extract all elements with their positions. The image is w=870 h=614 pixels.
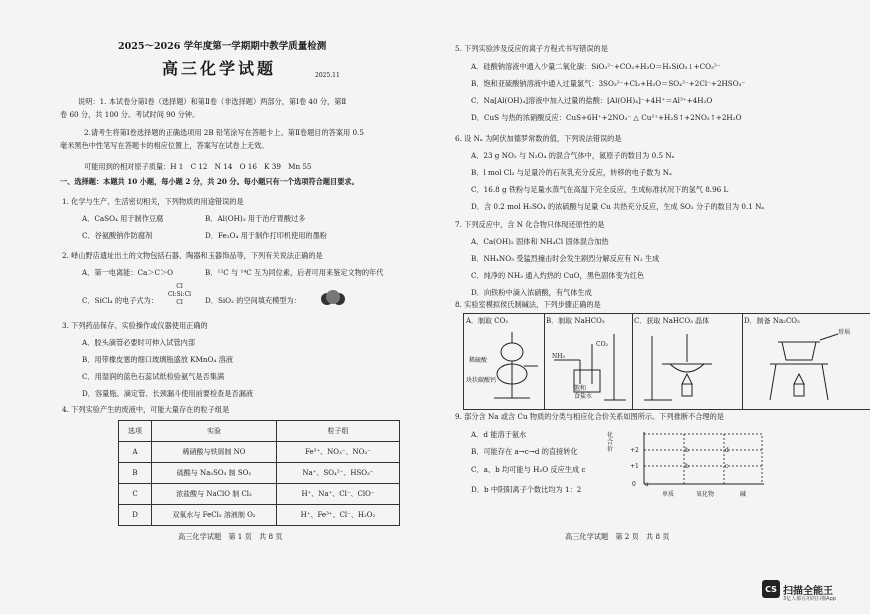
- table-cell: Fe³⁺、NO₃⁻、NO₂⁻: [277, 442, 400, 463]
- panel-c: [632, 314, 743, 409]
- table-cell: 浓盐酸与 NaClO 制 Cl₂: [152, 484, 277, 505]
- q1-option-b: B．Al(OH)₃ 用于治疗胃酸过多: [205, 214, 306, 223]
- q4-stem: 4. 下列实验产生的废液中，可能大量存在的粒子组是: [62, 405, 230, 414]
- q7-option-b: B．NH₄NO₃ 受猛烈撞击时会发生剧烈分解反应有 N₂ 生成: [471, 254, 660, 263]
- q6-option-b: B．l mol Cl₂ 与足量冷的石灰乳充分反应，转移的电子数为 Nₐ: [471, 168, 672, 177]
- sicl4-electron-formula: Cl Cl:Si:Cl Cl: [168, 283, 192, 306]
- panel-d: [742, 314, 870, 409]
- q6-option-d: D．含 0.2 mol H₂SO₄ 的浓硫酸与足量 Cu 共热充分反应，生成 SO₂ 分子的数目为 0.1 Nₐ: [471, 202, 765, 211]
- table-header: 实验: [152, 421, 277, 442]
- atomic-masses: 可能用到的相对原子质量：H 1 C 12 N 14 O 16 K 39 Mn 55: [84, 162, 312, 171]
- label-saturated: 饱和: [574, 385, 587, 392]
- q1-option-c: C．谷氨酸钠作防腐剂: [82, 231, 153, 240]
- q7-option-c: C．纯净的 NH₃ 通入灼热的 CuO，黑色固体变为红色: [471, 271, 645, 280]
- table-row: [119, 463, 400, 484]
- q4-table: [118, 420, 400, 526]
- exam-date: 2025.11: [315, 72, 340, 79]
- q9-option-d: D．b 中阴阳离子个数比均为 1：2: [471, 485, 582, 494]
- graph-xlabel: 单质: [662, 491, 675, 498]
- q8-stem: 8. 实验室模拟侯氏制碱法，下列步骤正确的是: [455, 300, 601, 309]
- q3-option-b: B．用带橡皮塞的细口玻璃瓶盛放 KMnO₄ 溶液: [82, 355, 233, 364]
- exam-title: 2025～2026 学年度第一学期期中教学质量检测: [118, 41, 327, 52]
- q5-option-d: D．CuS 与热的浓硝酸反应：CuS+6H⁺+2NO₃⁻ △ Cu²⁺+H₂S↑+2NO₂↑+2H₂O: [471, 113, 742, 122]
- graph-point-b: b: [685, 463, 689, 470]
- q2-option-c: C．SiCl₄ 的电子式为：: [82, 296, 158, 305]
- q2-option-d: D．SiO₂ 的空间填充模型为：: [205, 296, 301, 305]
- table-row: [119, 442, 400, 463]
- q6-option-c: C．16.8 g 铁粉与足量水蒸气在高温下完全反应，生成标准状况下的氢气 8.96 L: [471, 185, 729, 194]
- graph-point-a: a: [645, 481, 649, 488]
- panel-b-caption: B．制取 NaHCO₃: [546, 317, 605, 325]
- table-cell: H⁺、Fe³⁺、Cl⁻、H₂O₂: [277, 505, 400, 526]
- watermark-sub: 3亿人都在用的扫描App: [783, 596, 836, 602]
- graph-ytick: 0: [632, 481, 636, 488]
- label-crucible: 坩埚: [838, 329, 851, 336]
- instruction-3: 2.请考生将第Ⅰ卷选择题的正确选项用 2B 铅笔涂写在答题卡上。第Ⅱ卷题目的答案用 0.5: [84, 128, 364, 137]
- q9-option-a: A．d 能溶于氨水: [471, 430, 527, 439]
- label-nh3: NH₃: [552, 353, 565, 360]
- table-header: 粒子组: [277, 421, 400, 442]
- panel-d-caption: D．制备 Na₂CO₃: [744, 317, 800, 325]
- subject-title: 高三化学试题: [162, 59, 277, 78]
- q1-option-a: A．CaSO₄ 用于制作豆腐: [82, 214, 164, 223]
- graph-ylabel: 化合价: [607, 432, 614, 453]
- q2-stem: 2. 峄山野店遗址出土的文物包括石器、陶器和玉器饰品等，下列有关说法正确的是: [62, 251, 323, 260]
- table-cell: D: [119, 505, 152, 526]
- watermark-name: 扫描全能王: [783, 585, 833, 597]
- q9-stem: 9. 部分含 Na 或含 Cu 物质的分类与相应化合价关系如图所示。下列推断不合理的是: [455, 412, 724, 421]
- q3-option-a: A．胶头滴管必要时可伸入试管内部: [82, 338, 196, 347]
- panel-a-caption: A．制取 CO₂: [466, 317, 509, 325]
- q5-stem: 5. 下列实验涉及反应的离子方程式书写错误的是: [455, 44, 608, 53]
- camscanner-logo-icon: CS: [762, 580, 780, 598]
- sio2-space-filling-model: [320, 289, 346, 307]
- section-heading: 一、选择题：本题共 10 小题，每小题 2 分，共 20 分。每小题只有一个选项符合题目要求。: [60, 177, 359, 186]
- table-row: [119, 505, 400, 526]
- instruction-2: 卷 60 分，共 100 分。考试时间 90 分钟。: [60, 110, 200, 119]
- evaporation-drawing: [632, 314, 742, 409]
- table-header: 选项: [119, 421, 152, 442]
- page-footer-1: 高三化学试题 第 1 页 共 8 页: [178, 532, 283, 541]
- graph-ytick: +2: [630, 447, 639, 454]
- table-cell: A: [119, 442, 152, 463]
- graph-xlabel: 氧化物: [696, 491, 715, 498]
- scanner-watermark: [762, 580, 836, 602]
- q7-stem: 7. 下列反应中，含 N 化合物只体现还原性的是: [455, 220, 605, 229]
- table-header-row: [119, 421, 400, 442]
- q3-stem: 3. 下列药品保存、实验操作或仪器使用正确的: [62, 321, 208, 330]
- panel-b: [544, 314, 633, 409]
- table-cell: H⁺、Na⁺、Cl⁻、ClO⁻: [277, 484, 400, 505]
- page-footer-2: 高三化学试题 第 2 页 共 8 页: [565, 532, 670, 541]
- label-calcium-carbonate: 块状碳酸钙: [466, 377, 497, 384]
- instruction-1: 说明：1. 本试卷分第Ⅰ卷（选择题）和第Ⅱ卷（非选择题）两部分，第Ⅰ卷 40 分，第Ⅱ: [78, 97, 347, 106]
- q6-stem: 6. 设 Nₐ 为阿伏加德罗常数的值，下列说法错误的是: [455, 134, 622, 143]
- table-cell: Na⁺、SO₄²⁻、HSO₃⁻: [277, 463, 400, 484]
- table-cell: 双氧水与 FeCl₃ 溶液制 O₂: [152, 505, 277, 526]
- table-cell: 稀硝酸与铁屑制 NO: [152, 442, 277, 463]
- graph-point-d: d: [725, 447, 729, 454]
- table-cell: B: [119, 463, 152, 484]
- label-co2: CO₂: [596, 341, 608, 348]
- panel-a: [464, 314, 545, 409]
- table-row: [119, 484, 400, 505]
- q8-apparatus-panels: [463, 313, 870, 410]
- crucible-heating-drawing: [742, 314, 870, 409]
- q3-option-d: D．容量瓶、滴定管、长颈漏斗使用前要检查是否漏液: [82, 389, 254, 398]
- graph-point-b2: b: [685, 447, 689, 454]
- q5-option-b: B．饱和亚硫酸钠溶液中通入过量氯气：3SO₃²⁻+Cl₂+H₂O＝SO₄²⁻+2Cl⁻+2HSO₃⁻: [471, 79, 746, 88]
- graph-ytick: +1: [630, 463, 639, 470]
- q9-option-c: C．a、b 均可能与 H₂O 反应生成 c: [471, 465, 586, 474]
- q1-option-d: D．Fe₃O₄ 用于制作打印机使用的墨粉: [205, 231, 327, 240]
- page-2: [435, 0, 870, 614]
- table-cell: 硫酸与 Na₂SO₃ 制 SO₂: [152, 463, 277, 484]
- label-brine: 食盐水: [574, 393, 593, 400]
- graph-xlabel: 碱: [740, 491, 747, 498]
- q2-option-a: A．第一电离能：Ca＞C＞O: [82, 268, 174, 277]
- q6-option-a: A．23 g NO₂ 与 N₂O₄ 的混合气体中，氮原子的数目为 0.5 Nₐ: [471, 151, 675, 160]
- table-cell: C: [119, 484, 152, 505]
- q2-option-b: B．¹²C 与 ¹⁴C 互为同位素，后者可用来鉴定文物的年代: [205, 268, 384, 277]
- q3-option-c: C．用湿润的蓝色石蕊试纸检验氨气是否集满: [82, 372, 225, 381]
- q5-option-a: A．硅酸钠溶液中通入少量二氧化碳：SiO₃²⁻+CO₂+H₂O＝H₂SiO₃↓+CO₃²⁻: [471, 62, 721, 71]
- q1-stem: 1. 化学与生产、生活密切相关，下列物质的用途错误的是: [62, 197, 244, 206]
- instruction-4: 毫米黑色中性笔写在答题卡的相应位置上，答案写在试卷上无效。: [60, 141, 269, 150]
- q7-option-a: A．Ca(OH)₂ 固体和 NH₄Cl 固体混合加热: [471, 237, 609, 246]
- q5-option-c: C．Na[Al(OH)₄]溶液中加入过量的盐酸：[Al(OH)₄]⁻+4H⁺＝Al³⁺+4H₂O: [471, 96, 713, 105]
- panel-c-caption: C．获取 NaHCO₃ 晶体: [634, 317, 710, 325]
- q9-option-b: B．可能存在 a→c→d 的直接转化: [471, 447, 578, 456]
- label-dilute-sulfuric-acid: 稀硫酸: [469, 357, 488, 364]
- q7-option-d: D．向铁粉中滴入浓硝酸，有气体生成: [471, 288, 592, 297]
- graph-point-c: c: [725, 463, 729, 470]
